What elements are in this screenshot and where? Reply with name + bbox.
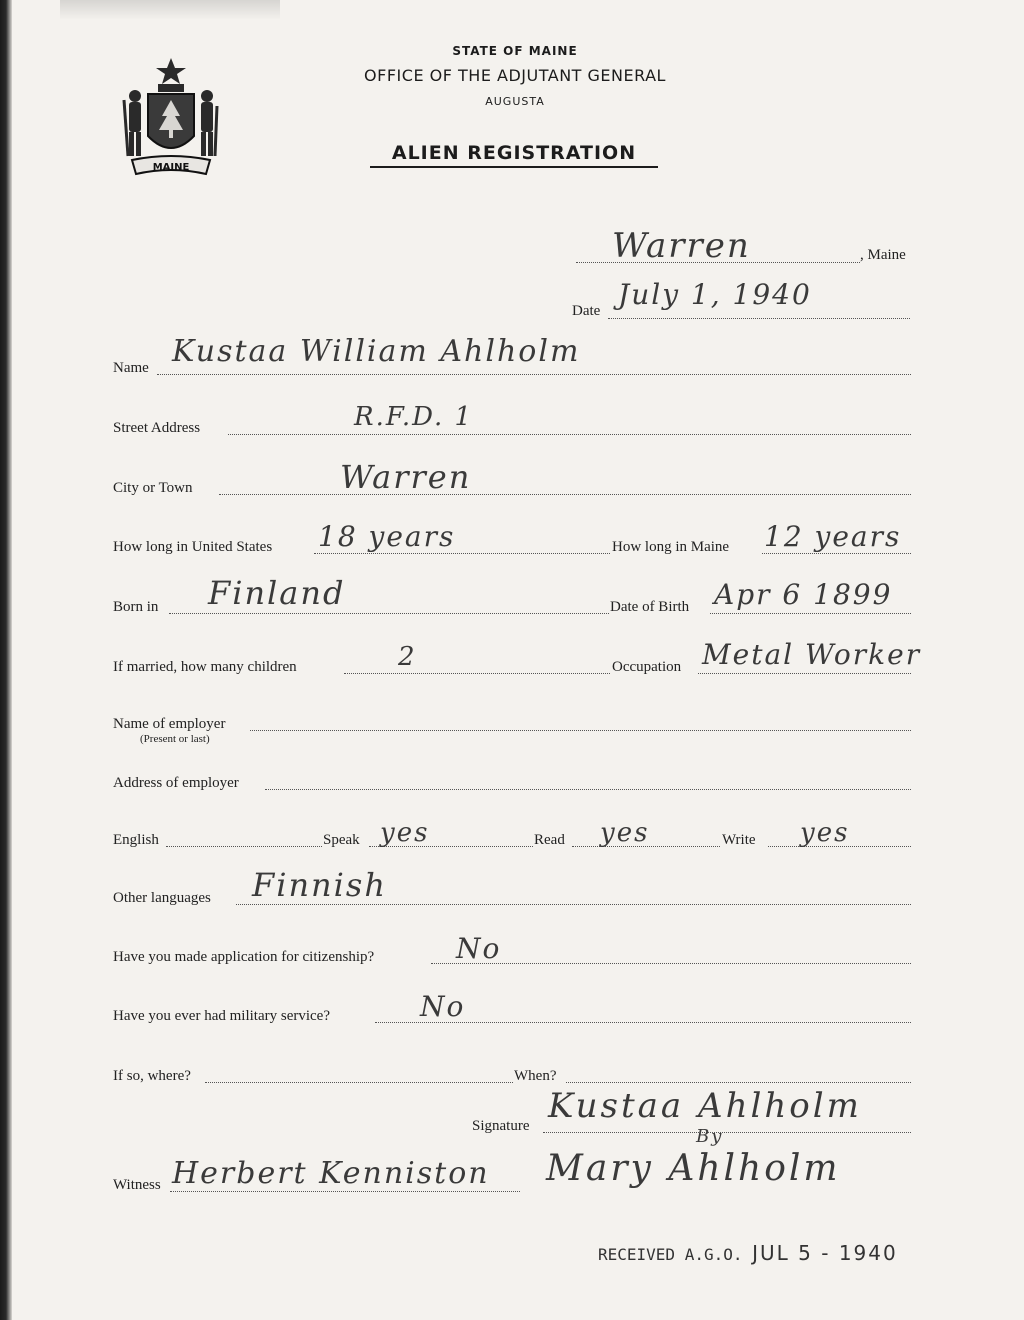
name-line — [157, 374, 911, 375]
when-line — [566, 1082, 911, 1083]
dob-label: Date of Birth — [610, 599, 690, 615]
dob-value: Apr 6 1899 — [714, 578, 893, 611]
date-line — [608, 318, 910, 319]
how-long-us-label: How long in United States — [113, 539, 273, 555]
citizenship-label: Have you made application for citizenship? — [113, 949, 375, 965]
employer-address-line — [265, 789, 911, 790]
street-label: Street Address — [113, 420, 201, 436]
employer-sublabel: (Present or last) — [140, 733, 210, 745]
scan-smudge — [60, 0, 280, 20]
street-line — [228, 434, 911, 435]
maine-seal-icon — [118, 56, 224, 180]
born-in-value: Finland — [208, 574, 346, 612]
signature-value: Kustaa Ahlholm — [548, 1086, 862, 1126]
header-city: AUGUSTA — [485, 95, 545, 108]
signature-by: By — [696, 1126, 724, 1147]
header-state: STATE OF MAINE — [452, 44, 578, 58]
header-office: OFFICE OF THE ADJUTANT GENERAL — [364, 66, 666, 85]
form-title: ALIEN REGISTRATION — [370, 142, 658, 168]
signature-line — [543, 1132, 911, 1133]
scan-edge — [0, 0, 12, 1320]
date-label: Date — [572, 303, 601, 319]
stamp-prefix: RECEIVED A.G.O. — [598, 1245, 743, 1264]
place-value: Warren — [612, 226, 751, 266]
name-label: Name — [113, 360, 149, 376]
read-label: Read — [534, 832, 565, 848]
employer-line — [250, 730, 911, 731]
write-value: yes — [800, 818, 850, 848]
occupation-line — [698, 673, 911, 674]
citizenship-line — [431, 963, 911, 964]
svg-text:MAINE: MAINE — [152, 162, 190, 173]
english-line — [166, 846, 322, 847]
street-value: R.F.D. 1 — [354, 402, 474, 432]
speak-label: Speak — [323, 832, 360, 848]
where-line — [205, 1082, 513, 1083]
signature-label: Signature — [472, 1118, 530, 1134]
employer-label: Name of employer — [113, 716, 226, 732]
other-lang-value: Finnish — [252, 866, 387, 904]
signature-proxy: Mary Ahlholm — [546, 1148, 841, 1189]
children-line — [344, 673, 610, 674]
received-stamp — [598, 1241, 898, 1265]
military-value: No — [420, 990, 466, 1023]
children-value: 2 — [398, 642, 417, 672]
city-line — [219, 494, 911, 495]
how-long-maine-line — [762, 553, 911, 554]
when-label: When? — [514, 1068, 557, 1084]
how-long-maine-label: How long in Maine — [612, 539, 730, 555]
city-value: Warren — [340, 458, 472, 496]
witness-line — [170, 1191, 520, 1192]
place-suffix: , Maine — [860, 247, 906, 263]
date-value: July 1, 1940 — [618, 278, 812, 311]
speak-value: yes — [380, 818, 430, 848]
stamp-date: JUL 5 - 1940 — [752, 1241, 898, 1265]
other-lang-line — [236, 904, 911, 905]
name-value: Kustaa William Ahlholm — [172, 334, 581, 369]
write-label: Write — [722, 832, 756, 848]
english-label: English — [113, 832, 159, 848]
employer-address-label: Address of employer — [113, 775, 239, 791]
read-value: yes — [600, 818, 650, 848]
witness-label: Witness — [113, 1177, 161, 1193]
occupation-value: Metal Worker — [702, 638, 922, 671]
born-in-line — [169, 613, 609, 614]
how-long-maine-value: 12 years — [764, 520, 902, 553]
born-in-label: Born in — [113, 599, 159, 615]
dob-line — [710, 613, 911, 614]
citizenship-value: No — [456, 932, 502, 965]
witness-value: Herbert Kenniston — [172, 1156, 490, 1191]
where-label: If so, where? — [113, 1068, 191, 1084]
city-label: City or Town — [113, 480, 193, 496]
children-label: If married, how many children — [113, 659, 297, 675]
occupation-label: Occupation — [612, 659, 682, 675]
military-label: Have you ever had military service? — [113, 1008, 330, 1024]
how-long-us-line — [314, 553, 610, 554]
other-lang-label: Other languages — [113, 890, 211, 906]
how-long-us-value: 18 years — [318, 520, 456, 553]
